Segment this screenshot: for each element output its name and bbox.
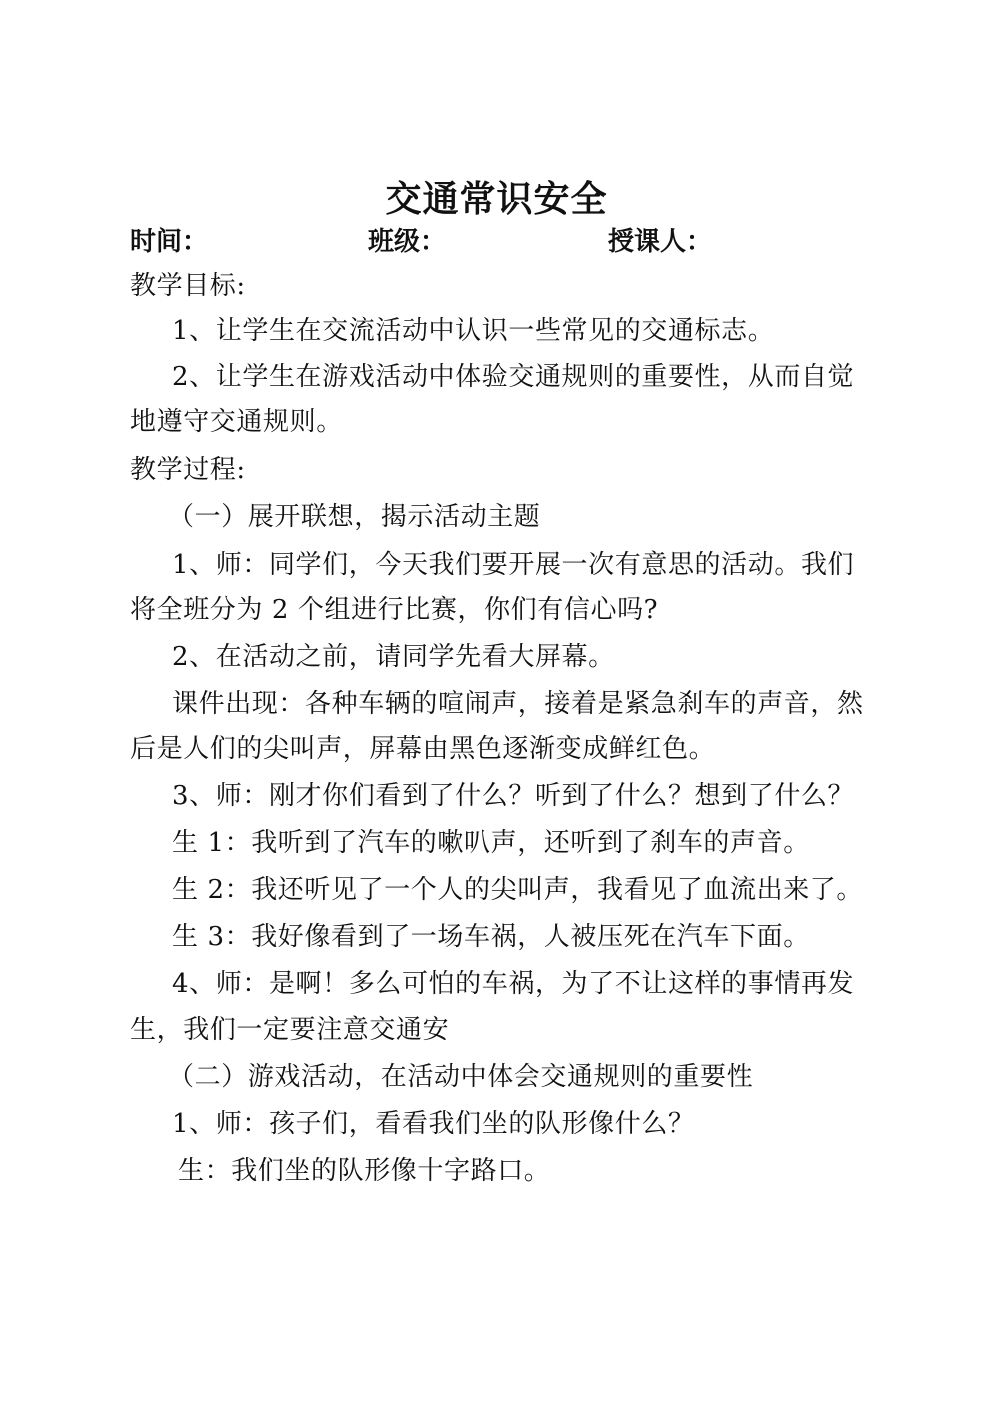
paragraph-line: 3、师：刚才你们看到了什么？听到了什么？想到了什么？ (172, 781, 855, 811)
lesson-meta-row (130, 222, 890, 262)
paragraph-line: 2、在活动之前，请同学先看大屏幕。 (172, 642, 615, 672)
subsection-heading: （二）游戏活动，在活动中体会交通规则的重要性 (168, 1062, 754, 1092)
paragraph-line: 4、师：是啊！多么可怕的车祸，为了不让这样的事情再发 (172, 969, 855, 999)
paragraph-line: 生，我们一定要注意交通安 (130, 1015, 450, 1045)
paragraph-line: 生 3：我好像看到了一场车祸，人被压死在汽车下面。 (172, 922, 810, 952)
paragraph-line: 后是人们的尖叫声，屏幕由黑色逐渐变成鲜红色。 (130, 734, 716, 764)
paragraph-line: 2、让学生在游戏活动中体验交通规则的重要性，从而自觉 (172, 362, 855, 392)
paragraph-line: 1、让学生在交流活动中认识一些常见的交通标志。 (172, 316, 775, 346)
paragraph-line: 课件出现：各种车辆的喧闹声，接着是紧急刹车的声音，然 (172, 689, 864, 719)
paragraph-line: 将全班分为 2 个组进行比赛，你们有信心吗? (130, 595, 659, 625)
paragraph-line: 1、师：同学们，今天我们要开展一次有意思的活动。我们 (172, 550, 855, 580)
paragraph-line: 地遵守交通规则。 (130, 407, 343, 437)
paragraph-line: 生 1：我听到了汽车的嗽叭声，还听到了刹车的声音。 (172, 828, 810, 858)
paragraph-line: 1、师：孩子们，看看我们坐的队形像什么？ (172, 1109, 695, 1139)
paragraph-line: 生 2：我还听见了一个人的尖叫声，我看见了血流出来了。 (172, 875, 864, 905)
section-heading-process: 教学过程: (130, 455, 246, 485)
page-title: 交通常识安全 (385, 178, 608, 220)
class-label: 班级： (368, 227, 447, 257)
teacher-label: 授课人： (608, 227, 713, 257)
paragraph-line: 生：我们坐的队形像十字路口。 (178, 1156, 551, 1186)
time-label: 时间： (130, 227, 209, 257)
section-heading-objectives: 教学目标: (130, 271, 246, 301)
subsection-heading: （一）展开联想，揭示活动主题 (168, 502, 541, 532)
